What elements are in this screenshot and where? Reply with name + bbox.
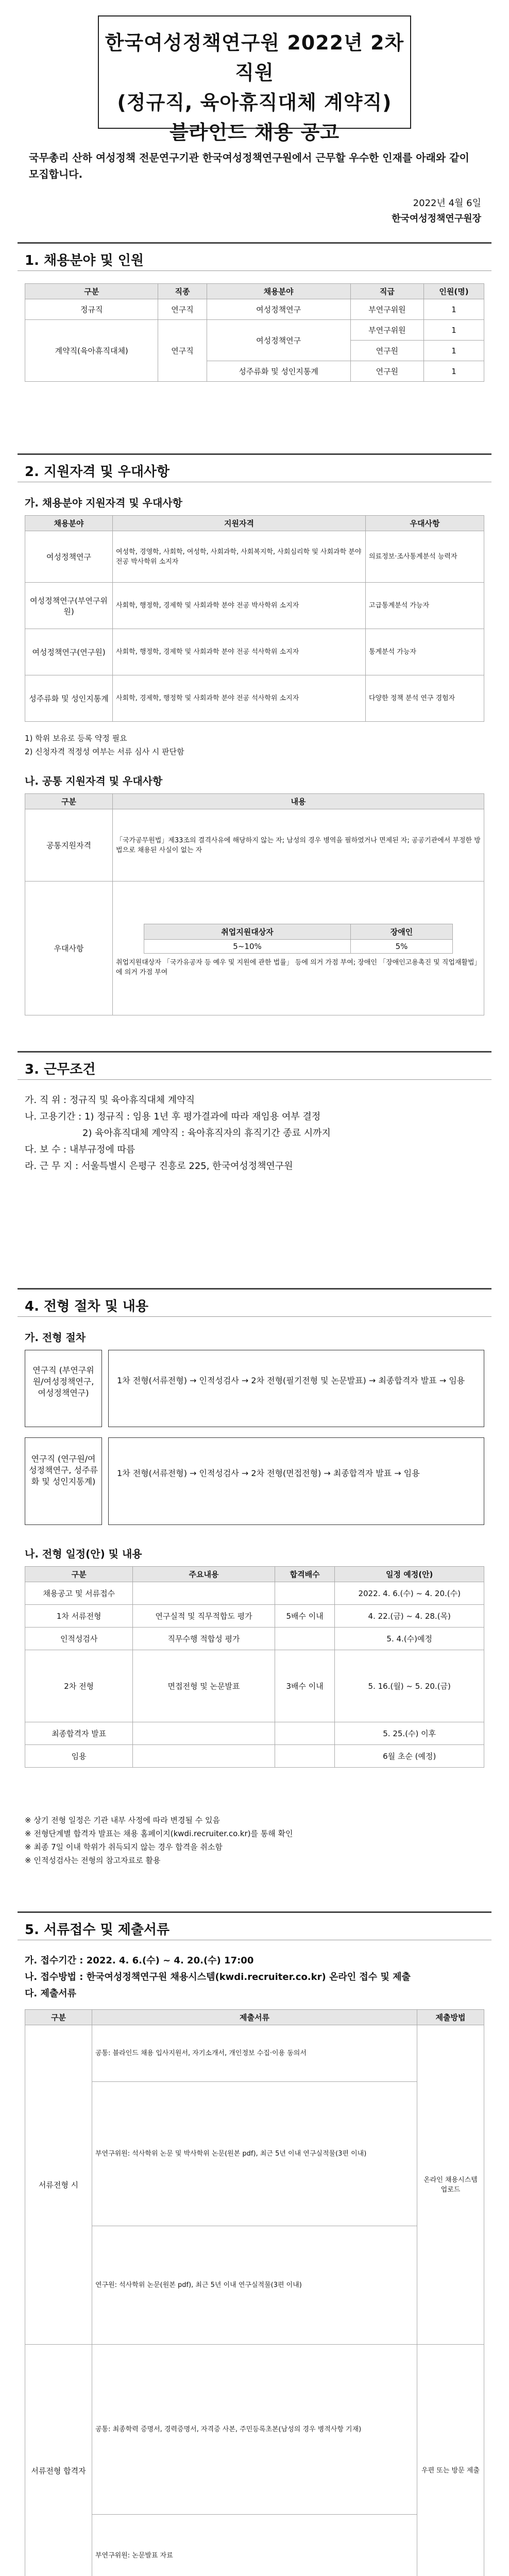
table-row bbox=[25, 2345, 484, 2515]
note: 1) 학위 보유로 등록 약정 필요 bbox=[25, 734, 127, 743]
th: 지원자격 bbox=[113, 516, 366, 531]
cell: 서류전형 합격자 bbox=[25, 2345, 92, 2576]
cell: 온라인 채용시스템 업로드 bbox=[417, 2025, 484, 2345]
cell: 5배수 이내 bbox=[275, 1605, 335, 1628]
submission-item: 가. 접수기간 : 2022. 4. 6.(수) ~ 4. 20.(수) 17:00 bbox=[25, 1955, 254, 1966]
th: 구분 bbox=[25, 1567, 133, 1582]
table-row bbox=[25, 531, 484, 583]
cell: 사회학, 경제학, 행정학 및 사회과학 분야 전공 석사학위 소지자 bbox=[113, 675, 366, 722]
cell: 2022. 4. 6.(수) ~ 4. 20.(수) bbox=[335, 1582, 484, 1605]
cell: 1 bbox=[424, 299, 484, 320]
th: 취업지원대상자 bbox=[144, 924, 351, 939]
cell: 통계분석 가능자 bbox=[366, 629, 484, 675]
cell: 임용 bbox=[25, 1745, 133, 1768]
cell bbox=[275, 1722, 335, 1745]
section-2-notes bbox=[25, 732, 488, 758]
section-3-body bbox=[25, 1092, 483, 1175]
cell: 부연구위원: 석사학위 논문 및 박사학위 논문(원본 pdf), 최근 5년 이내 연구실적물(3편 이내) bbox=[92, 2082, 417, 2226]
cell: 2차 전형 bbox=[25, 1650, 133, 1722]
cell: 4. 22.(금) ~ 4. 28.(목) bbox=[335, 1605, 484, 1628]
submission-item: 다. 제출서류 bbox=[25, 1988, 77, 1999]
cell: 5. 16.(월) ~ 5. 20.(금) bbox=[335, 1650, 484, 1722]
condition-item: 가. 직 위 : 정규직 및 육아휴직대체 계약직 bbox=[25, 1095, 195, 1106]
th: 내용 bbox=[113, 794, 484, 809]
title-line-2: (정규직, 육아휴직대체 계약직) bbox=[117, 91, 392, 114]
cell: 1 bbox=[424, 341, 484, 361]
condition-item: 2) 육아휴직대체 계약직 : 육아휴직자의 휴직기간 종료 시까지 bbox=[82, 1128, 331, 1139]
th: 직종 bbox=[158, 284, 207, 299]
th: 제출방법 bbox=[417, 2010, 484, 2025]
cell: 직무수행 적합성 평가 bbox=[133, 1628, 275, 1650]
bonus-text: 취업지원대상자 「국가유공자 등 예우 및 지원에 관한 법률」 등에 의거 가점 부여; 장애인 「장애인고용촉진 및 직업재활법」에 의거 가점 부여 bbox=[116, 958, 478, 976]
cell: 공통: 최종학력 증명서, 경력증명서, 자격증 사본, 주민등록초본(남성의 경우 병적사항 기재) bbox=[92, 2345, 417, 2515]
note: ※ 최종 7일 이내 학위가 취득되지 않는 경우 합격을 취소함 bbox=[25, 1842, 223, 1852]
th: 일정 예정(안) bbox=[335, 1567, 484, 1582]
flow-label-1: 연구직 (부연구위원/여성정책연구, 여성정책연구) bbox=[25, 1350, 102, 1427]
cell bbox=[133, 1722, 275, 1745]
table-row bbox=[25, 2515, 484, 2576]
cell: 우편 또는 방문 제출 bbox=[417, 2345, 484, 2576]
condition-item: 다. 보 수 : 내부규정에 따름 bbox=[25, 1144, 135, 1155]
th: 구분 bbox=[25, 794, 113, 809]
table-row bbox=[25, 299, 484, 320]
table-row bbox=[25, 2025, 484, 2082]
condition-item: 라. 근 무 지 : 서울특별시 은평구 진흥로 225, 한국여성정책연구원 bbox=[25, 1161, 293, 1172]
cell: 공통: 블라인드 채용 입사지원서, 자기소개서, 개인정보 수집·이용 동의서 bbox=[92, 2025, 417, 2082]
flow-label-2: 연구직 (연구원/여성정책연구, 성주류화 및 성인지통계) bbox=[25, 1437, 102, 1525]
cell: 여성정책연구 bbox=[25, 531, 113, 583]
flow-steps-2: 1차 전형(서류전형) → 인적성검사 → 2차 전형(면접전형) → 최종합격자 발표 → 임용 bbox=[108, 1437, 484, 1525]
th: 구분 bbox=[25, 2010, 92, 2025]
section-5-body bbox=[25, 1953, 483, 2002]
cell: 채용공고 및 서류접수 bbox=[25, 1582, 133, 1605]
th: 우대사항 bbox=[366, 516, 484, 531]
cell: 1 bbox=[424, 320, 484, 341]
section-2-sub-na: 나. 공통 지원자격 및 우대사항 bbox=[25, 775, 163, 787]
table-row bbox=[25, 2082, 484, 2226]
table-row bbox=[25, 1722, 484, 1745]
cell bbox=[133, 1582, 275, 1605]
title-box bbox=[98, 15, 411, 144]
cell: 면접전형 및 논문발표 bbox=[133, 1650, 275, 1722]
cell: 부연구위원: 논문발표 자료 bbox=[92, 2515, 417, 2576]
table-row bbox=[25, 1582, 484, 1605]
cell: 부연구위원 bbox=[350, 299, 423, 320]
table-row bbox=[25, 1628, 484, 1650]
intro-text: 국무총리 산하 여성정책 전문연구기관 한국여성정책연구원에서 근무할 우수한 인재를 아래와 같이 모집합니다. bbox=[29, 151, 469, 180]
cell: 5. 25.(수) 이후 bbox=[335, 1722, 484, 1745]
section-1-title: 1. 채용분야 및 인원 bbox=[18, 242, 491, 271]
bonus-table bbox=[144, 924, 453, 954]
title-line-1: 한국여성정책연구원 2022년 2차 직원 bbox=[105, 31, 404, 84]
cell: 연구원 bbox=[350, 361, 423, 382]
cell: 5% bbox=[351, 939, 453, 953]
cell: 여성정책연구(부연구위원) bbox=[25, 583, 113, 629]
title-line-3: 블라인드 채용 공고 bbox=[169, 121, 340, 144]
cell: 6월 초순 (예정) bbox=[335, 1745, 484, 1768]
submission-item: 나. 접수방법 : 한국여성정책연구원 채용시스템(kwdi.recruiter.co.kr) 온라인 접수 및 제출 bbox=[25, 1972, 411, 1982]
cell: 사회학, 행정학, 경제학 및 사회과학 분야 전공 석사학위 소지자 bbox=[113, 629, 366, 675]
cell: 5~10% bbox=[144, 939, 351, 953]
table-row bbox=[25, 320, 484, 341]
th: 직급 bbox=[350, 284, 423, 299]
table-row bbox=[25, 1605, 484, 1628]
cell: 연구원: 석사학위 논문(원본 pdf), 최근 5년 이내 연구실적물(3편 이내) bbox=[92, 2226, 417, 2345]
cell: 연구직 bbox=[158, 299, 207, 320]
cell bbox=[275, 1745, 335, 1768]
table-row bbox=[25, 675, 484, 722]
note: ※ 상기 전형 일정은 기관 내부 사정에 따라 변경될 수 있음 bbox=[25, 1816, 220, 1825]
qualifications-table bbox=[25, 515, 484, 722]
date-block bbox=[392, 196, 481, 227]
cell: 우대사항 bbox=[25, 882, 113, 1015]
schedule-table bbox=[25, 1566, 484, 1768]
cell: 사회학, 행정학, 경제학 및 사회과학 분야 전공 박사학위 소지자 bbox=[113, 583, 366, 629]
cell bbox=[113, 882, 484, 1015]
table-row bbox=[25, 583, 484, 629]
notice-org: 한국여성정책연구원장 bbox=[392, 213, 481, 224]
section-4-sub-na: 나. 전형 일정(안) 및 내용 bbox=[25, 1548, 142, 1560]
cell: 계약직(육아휴직대체) bbox=[25, 320, 158, 382]
table-row bbox=[25, 2226, 484, 2345]
cell: 1차 서류전형 bbox=[25, 1605, 133, 1628]
note: 2) 신청자격 적정성 여부는 서류 심사 시 판단함 bbox=[25, 747, 184, 756]
th: 인원(명) bbox=[424, 284, 484, 299]
table-row bbox=[25, 809, 484, 882]
cell: 「국가공무원법」제33조의 결격사유에 해당하지 않는 자; 남성의 경우 병역을 필하였거나 면제된 자; 공공기관에서 부정한 방법으로 채용된 사실이 없는 자 bbox=[113, 809, 484, 882]
cell: 연구직 bbox=[158, 320, 207, 382]
common-qualifications-table bbox=[25, 793, 484, 1015]
cell: 성주류화 및 성인지통계 bbox=[207, 361, 350, 382]
cell: 3배수 이내 bbox=[275, 1650, 335, 1722]
cell bbox=[275, 1628, 335, 1650]
section-4-notes bbox=[25, 1814, 488, 1867]
documents-table bbox=[25, 2009, 484, 2576]
cell: 부연구위원 bbox=[350, 320, 423, 341]
cell: 공통지원자격 bbox=[25, 809, 113, 882]
cell: 연구실적 및 직무적합도 평가 bbox=[133, 1605, 275, 1628]
section-4-sub-ga: 가. 전형 절차 bbox=[25, 1331, 86, 1344]
section-5-title: 5. 서류접수 및 제출서류 bbox=[18, 1911, 491, 1940]
table-row bbox=[25, 629, 484, 675]
cell: 여성정책연구 bbox=[207, 320, 350, 361]
th: 합격배수 bbox=[275, 1567, 335, 1582]
cell: 5. 4.(수)예정 bbox=[335, 1628, 484, 1650]
table-row bbox=[25, 1650, 484, 1722]
cell: 정규직 bbox=[25, 299, 158, 320]
cell: 최종합격자 발표 bbox=[25, 1722, 133, 1745]
section-2-sub-ga: 가. 채용분야 지원자격 및 우대사항 bbox=[25, 497, 182, 509]
section-2-title: 2. 지원자격 및 우대사항 bbox=[18, 453, 491, 482]
cell: 여성정책연구(연구원) bbox=[25, 629, 113, 675]
section-3-title: 3. 근무조건 bbox=[18, 1051, 491, 1080]
table-row bbox=[25, 882, 484, 1015]
cell bbox=[133, 1745, 275, 1768]
th: 채용분야 bbox=[207, 284, 350, 299]
positions-table bbox=[25, 283, 484, 382]
cell: 인적성검사 bbox=[25, 1628, 133, 1650]
cell: 여성정책연구 bbox=[207, 299, 350, 320]
notice-date: 2022년 4월 6일 bbox=[413, 198, 481, 209]
flow-steps-1: 1차 전형(서류전형) → 인적성검사 → 2차 전형(필기전형 및 논문발표) → 최종합격자 발표 → 임용 bbox=[108, 1350, 484, 1427]
cell: 여성학, 경영학, 사회학, 여성학, 사회과학, 사회복지학, 사회심리학 및 사회과학 분야 전공 박사학위 소지자 bbox=[113, 531, 366, 583]
cell: 연구원 bbox=[350, 341, 423, 361]
th: 장애인 bbox=[351, 924, 453, 939]
cell: 성주류화 및 성인지통계 bbox=[25, 675, 113, 722]
cell: 다양한 정책 분석 연구 경험자 bbox=[366, 675, 484, 722]
cell: 고급통계분석 가능자 bbox=[366, 583, 484, 629]
cell: 서류전형 시 bbox=[25, 2025, 92, 2345]
condition-item: 나. 고용기간 : 1) 정규직 : 임용 1년 후 평가결과에 따라 재임용 여부 결정 bbox=[25, 1111, 321, 1122]
section-4-title: 4. 전형 절차 및 내용 bbox=[18, 1288, 491, 1317]
th: 구분 bbox=[25, 284, 158, 299]
cell bbox=[275, 1582, 335, 1605]
table-row bbox=[25, 1745, 484, 1768]
note: ※ 인적성검사는 전형의 참고자료로 활용 bbox=[25, 1856, 161, 1865]
th: 주요내용 bbox=[133, 1567, 275, 1582]
cell: 1 bbox=[424, 361, 484, 382]
note: ※ 전형단계별 합격자 발표는 채용 홈페이지(kwdi.recruiter.co.kr)를 통해 확인 bbox=[25, 1829, 293, 1838]
th: 제출서류 bbox=[92, 2010, 417, 2025]
th: 채용분야 bbox=[25, 516, 113, 531]
cell: 의료정보·조사통계분석 능력자 bbox=[366, 531, 484, 583]
